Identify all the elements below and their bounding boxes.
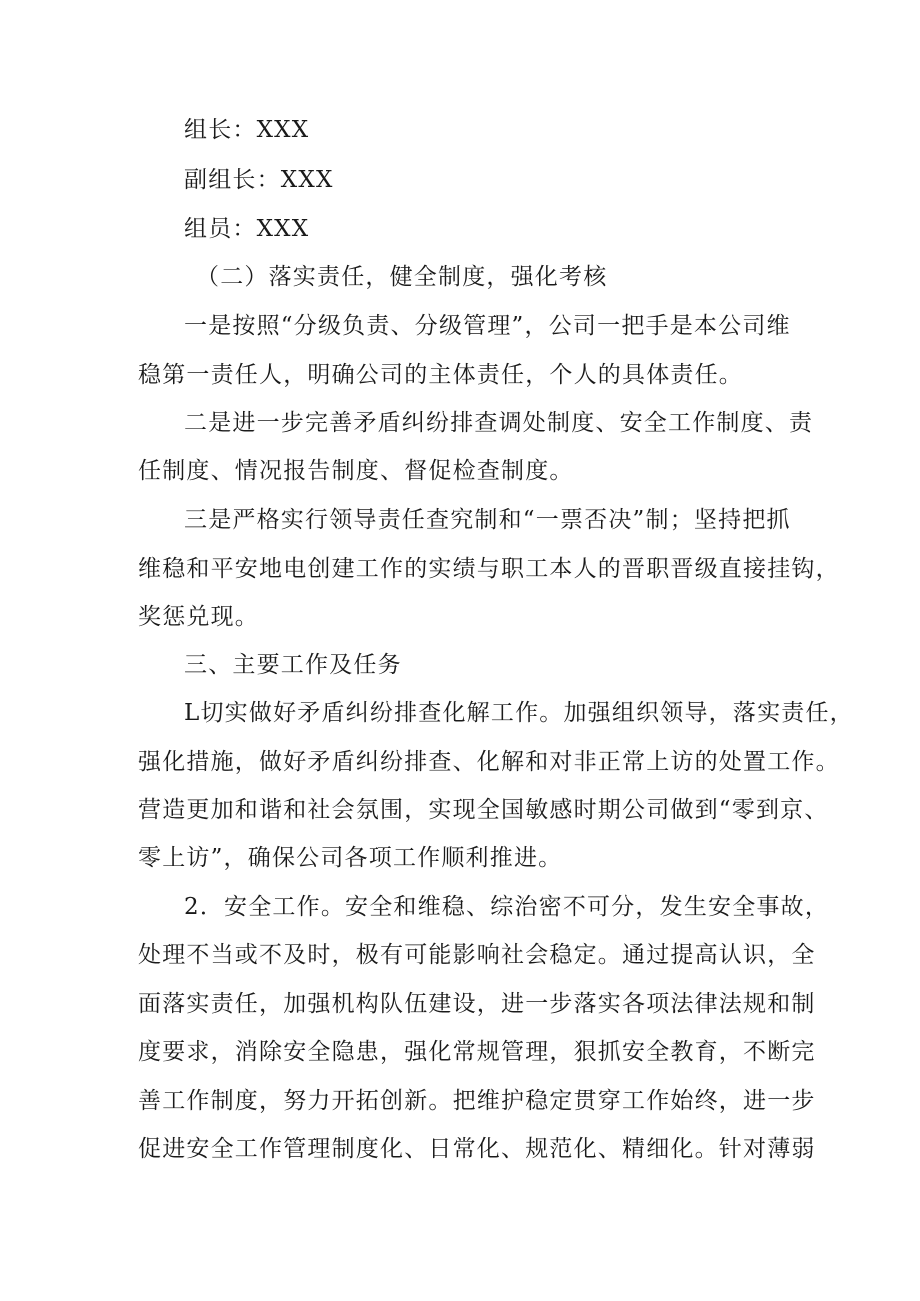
item-2-line-1: 二是进一步完善矛盾纠纷排查调处制度、安全工作制度、责: [184, 410, 814, 436]
task-2-line-3: 面落实责任，加强机构队伍建设，进一步落实各项法律法规和制: [138, 991, 816, 1017]
item-3-line-3: 奖惩兑现。: [138, 604, 259, 630]
item-1-line-1: 一是按照“分级负责、分级管理”，公司一把手是本公司维: [184, 313, 791, 339]
section-3-heading: 三、主要工作及任务: [184, 652, 402, 678]
leader-line: 组长：XXX: [184, 117, 310, 143]
member-line: 组员：XXX: [184, 216, 310, 242]
task-2-line-2: 处理不当或不及时，极有可能影响社会稳定。通过提高认识，全: [138, 942, 816, 968]
task-2-line-1: 2．安全工作。安全和维稳、综治密不可分，发生安全事故，: [184, 894, 830, 920]
section-2-heading: （二）落实责任，健全制度，强化考核: [196, 264, 608, 290]
item-3-line-2: 维稳和平安地电创建工作的实绩与职工本人的晋职晋级直接挂钩，: [138, 556, 840, 582]
item-1-line-2: 稳第一责任人，明确公司的主体责任，个人的具体责任。: [138, 362, 743, 388]
item-3-line-1: 三是严格实行领导责任查究制和“一票否决”制；坚持把抓: [184, 507, 791, 533]
task-2-line-4: 度要求，消除安全隐患，强化常规管理，狠抓安全教育，不断完: [138, 1039, 816, 1065]
task-1-line-2: 强化措施，做好矛盾纠纷排查、化解和对非正常上访的处置工作。: [138, 749, 840, 775]
task-1-line-4: 零上访”，确保公司各项工作顺利推进。: [138, 845, 563, 871]
task-2-line-5: 善工作制度，努力开拓创新。把维护稳定贯穿工作始终，进一步: [138, 1088, 816, 1114]
item-2-line-2: 任制度、情况报告制度、督促检查制度。: [138, 458, 574, 484]
task-1-line-3: 营造更加和谐和社会氛围，实现全国敏感时期公司做到“零到京、: [138, 797, 829, 823]
deputy-leader-line: 副组长：XXX: [184, 167, 334, 193]
task-2-line-6: 促进安全工作管理制度化、日常化、规范化、精细化。针对薄弱: [138, 1136, 816, 1162]
task-1-line-1: L切实做好矛盾纠纷排查化解工作。加强组织领导，落实责任，: [184, 700, 854, 726]
